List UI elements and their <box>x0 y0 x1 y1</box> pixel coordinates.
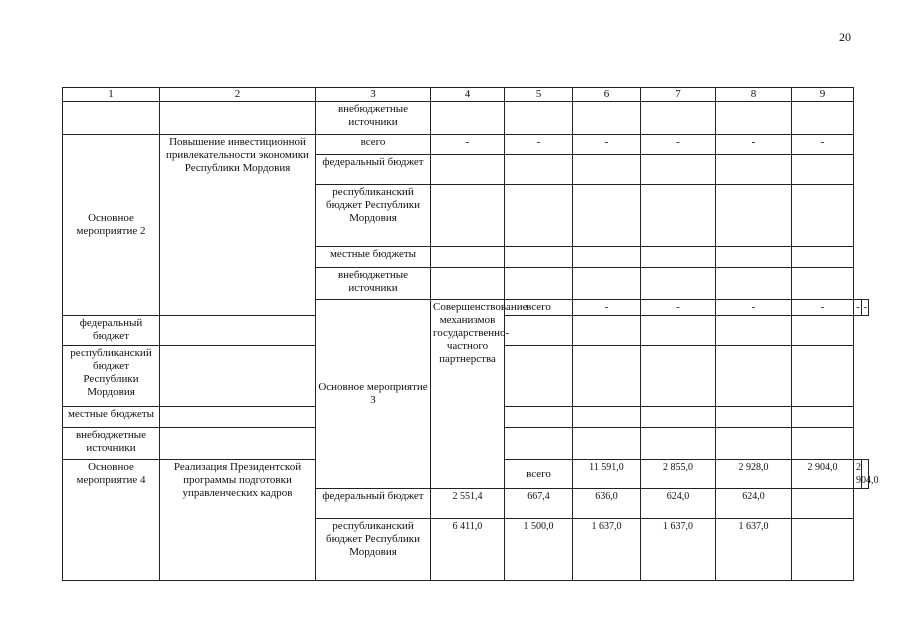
value-cell: 1 637,0 <box>716 519 792 581</box>
table-row <box>63 135 869 155</box>
funding-source: внебюджетные источники <box>63 428 160 460</box>
value-cell: 624,0 <box>641 489 716 519</box>
table-cell <box>431 185 505 247</box>
table-cell <box>573 316 641 346</box>
value-cell: 624,0 <box>716 489 792 519</box>
funding-source: внебюджетные источники <box>316 102 431 135</box>
funding-source: республиканский бюджет Республики Мордовия <box>316 519 431 581</box>
table-cell <box>160 407 316 428</box>
funding-source: всего <box>505 300 573 316</box>
column-header: 9 <box>792 88 854 102</box>
table-cell <box>431 268 505 300</box>
value-cell: 11 591,0 <box>573 460 641 489</box>
table-cell <box>641 407 716 428</box>
activity-label: Основное мероприятие 4 <box>63 460 160 581</box>
column-header: 5 <box>505 88 573 102</box>
funding-source: местные бюджеты <box>316 247 431 268</box>
dash-cell: - <box>573 300 641 316</box>
dash-cell: - <box>792 300 854 316</box>
table-cell <box>160 428 316 460</box>
funding-source: всего <box>316 135 431 155</box>
column-header: 6 <box>573 88 641 102</box>
table-cell <box>573 268 641 300</box>
table-cell <box>573 428 641 460</box>
dash-cell: - <box>861 300 869 316</box>
column-header: 2 <box>160 88 316 102</box>
value-cell: 2 855,0 <box>641 460 716 489</box>
table-cell <box>716 102 792 135</box>
table-cell <box>716 185 792 247</box>
dash-cell: - <box>792 135 854 155</box>
funding-source: федеральный бюджет <box>63 316 160 346</box>
page-number: 20 <box>839 30 851 44</box>
dash-cell: - <box>431 135 505 155</box>
table-cell <box>431 155 505 185</box>
table-cell <box>573 346 641 407</box>
column-header: 1 <box>63 88 160 102</box>
column-header: 7 <box>641 88 716 102</box>
value-cell: 2 904,0 <box>792 460 854 489</box>
table-cell <box>505 155 573 185</box>
table-cell <box>792 155 854 185</box>
value-cell: 2 551,4 <box>431 489 505 519</box>
table-cell <box>160 346 316 407</box>
funding-source: федеральный бюджет <box>316 155 431 185</box>
activity-name: Реализация Президентской программы подготовки управленческих кадров <box>160 460 316 581</box>
activity-name: Повышение инвестиционной привлекательности экономики Республики Мордовия <box>160 135 316 316</box>
table-cell <box>641 428 716 460</box>
table-cell <box>792 428 854 460</box>
dash-cell: - <box>716 300 792 316</box>
value-cell: 1 637,0 <box>641 519 716 581</box>
table-cell <box>792 185 854 247</box>
table-cell <box>505 346 573 407</box>
table-row <box>63 102 869 135</box>
table-cell <box>431 247 505 268</box>
table-cell <box>573 247 641 268</box>
value-cell: 1 500,0 <box>505 519 573 581</box>
table-cell <box>792 346 854 407</box>
table-cell <box>573 407 641 428</box>
funding-source: всего <box>505 460 573 489</box>
table-cell <box>505 428 573 460</box>
column-header: 4 <box>431 88 505 102</box>
table-cell <box>792 247 854 268</box>
dash-cell: - <box>505 135 573 155</box>
table-cell <box>505 268 573 300</box>
activity-name: Совершенствование механизмов государственно-частного партнерства <box>431 300 505 489</box>
funding-source: местные бюджеты <box>63 407 160 428</box>
table-cell <box>641 268 716 300</box>
table-cell <box>160 102 316 135</box>
dash-cell: - <box>716 135 792 155</box>
funding-source: внебюджетные источники <box>316 268 431 300</box>
table-cell <box>505 102 573 135</box>
table-cell <box>573 102 641 135</box>
table-cell <box>573 155 641 185</box>
value-cell: 6 411,0 <box>431 519 505 581</box>
dash-cell: - <box>641 135 716 155</box>
value-cell: 1 637,0 <box>573 519 641 581</box>
table-cell <box>716 155 792 185</box>
table-cell <box>716 247 792 268</box>
activity-label: Основное мероприятие 2 <box>63 135 160 316</box>
column-header: 8 <box>716 88 792 102</box>
table-cell <box>573 185 641 247</box>
value-cell <box>792 519 854 581</box>
table-cell <box>505 316 573 346</box>
value-cell: 636,0 <box>573 489 641 519</box>
table-cell <box>716 407 792 428</box>
table-cell <box>63 102 160 135</box>
table-cell <box>716 428 792 460</box>
table-cell <box>505 407 573 428</box>
dash-cell: - <box>641 300 716 316</box>
table-cell <box>792 316 854 346</box>
table-cell <box>505 247 573 268</box>
table-cell <box>716 316 792 346</box>
table-cell <box>792 102 854 135</box>
table-cell <box>716 268 792 300</box>
table-cell <box>641 316 716 346</box>
table-cell <box>641 247 716 268</box>
table-cell <box>641 155 716 185</box>
header-row <box>63 88 869 102</box>
value-cell: 2 928,0 <box>716 460 792 489</box>
table-cell <box>431 102 505 135</box>
table-cell <box>792 268 854 300</box>
funding-source: федеральный бюджет <box>316 489 431 519</box>
column-header: 3 <box>316 88 431 102</box>
value-cell: 2 904,0 <box>854 460 862 489</box>
funding-source: республиканский бюджет Республики Мордовия <box>63 346 160 407</box>
table-cell <box>792 407 854 428</box>
table-cell <box>716 346 792 407</box>
table-cell <box>160 316 316 346</box>
activity-label: Основное мероприятие 3 <box>316 300 431 489</box>
table-cell <box>641 185 716 247</box>
table-cell <box>641 346 716 407</box>
funding-source: республиканский бюджет Республики Мордовия <box>316 185 431 247</box>
dash-cell: - <box>854 300 862 316</box>
budget-table <box>62 87 879 581</box>
value-cell <box>792 489 854 519</box>
value-cell: 667,4 <box>505 489 573 519</box>
table-cell <box>641 102 716 135</box>
dash-cell: - <box>573 135 641 155</box>
table-cell <box>505 185 573 247</box>
